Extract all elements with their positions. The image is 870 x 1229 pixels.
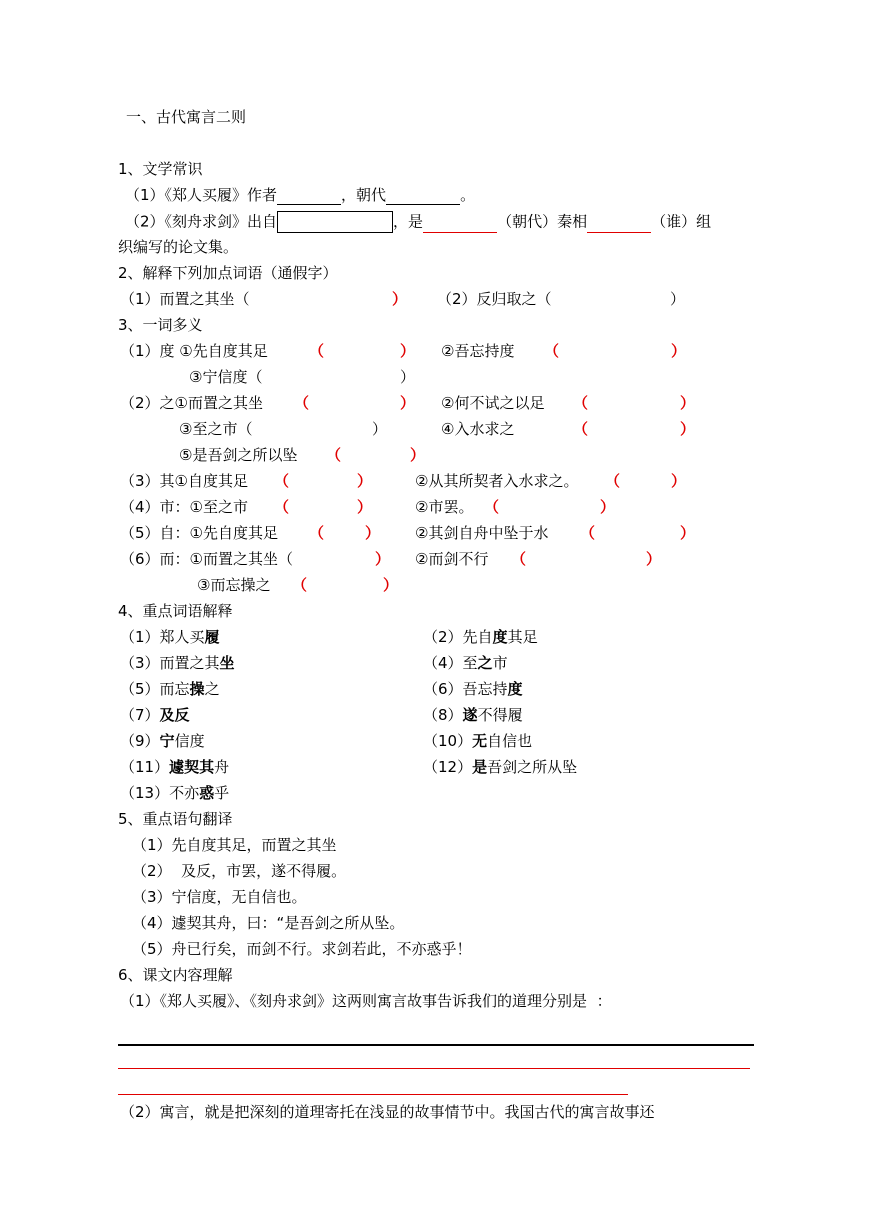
s3-r2-close: ） <box>400 368 416 386</box>
answer-line-red-2 <box>118 1094 628 1095</box>
s3-r10-a: ③而忘操之 <box>197 576 271 594</box>
s3-r9-a-close: ） <box>375 550 391 568</box>
s3-r4-b: ④入水求之 <box>441 420 515 438</box>
s6-q2: （2）寓言，就是把深刻的道理寄托在浅显的故事情节中。我国古代的寓言故事还 <box>120 1103 655 1121</box>
s3-r10-close: ） <box>383 576 399 594</box>
s3-r1-b: ②吾忘持度 <box>441 342 515 360</box>
author-blank[interactable] <box>277 188 341 205</box>
s3-r7-a: （4）市：①至之市 <box>120 498 248 516</box>
s4-item-5: （5）而忘操之 <box>120 680 220 698</box>
section-2-title: 2、解释下列加点词语（通假字） <box>118 264 338 282</box>
s3-r3-b: ②何不试之以足 <box>441 394 545 412</box>
s4-item-4: （4）至之市 <box>423 654 508 672</box>
s4-item-11: （11）遽契其舟 <box>120 758 230 776</box>
s2-q2: （2）反归取之（ <box>437 290 552 308</box>
s3-r3-a-open: （ <box>294 394 310 412</box>
s1-q1-b: ，朝代 <box>341 186 387 204</box>
s3-r8-a-close: ） <box>365 524 381 542</box>
s5-item-1: （1）先自度其足，而置之其坐 <box>132 836 337 854</box>
s3-r3-b-close: ） <box>680 394 696 412</box>
source-box[interactable] <box>277 211 393 233</box>
s4-item-8: （8）遂不得履 <box>423 706 523 724</box>
s5-item-5: （5）舟已行矣，而剑不行。求剑若此，不亦惑乎！ <box>132 940 472 958</box>
s3-r8-b-open: （ <box>580 524 596 542</box>
section-6-title: 6、课文内容理解 <box>118 966 233 984</box>
s1-q1-c: 。 <box>460 186 476 204</box>
s6-q1: （1）《郑人买履》、《刻舟求剑》这两则寓言故事告诉我们的道理分别是 ： <box>120 992 612 1010</box>
s5-item-2: （2） 及反，市罢，遂不得履。 <box>132 862 347 880</box>
s3-r6-b: ②从其所契者入水求之。 <box>415 472 579 490</box>
s3-r1-a: （1）度 ①先自度其足 <box>120 342 268 360</box>
s3-r3-a: （2）之①而置之其坐 <box>120 394 263 412</box>
s1-q2-a: （2）《刻舟求剑》出自 <box>125 212 278 231</box>
s4-item-3: （3）而置之其坐 <box>120 654 235 672</box>
s4-item-6: （6）吾忘持度 <box>423 680 523 698</box>
answer-line-black <box>118 1044 754 1046</box>
dynasty-blank-2[interactable] <box>423 216 497 233</box>
s4-item-7: （7）及反 <box>120 706 190 724</box>
s3-r9-b-close: ） <box>646 550 662 568</box>
s3-r10-open: （ <box>292 576 308 594</box>
section-4-title: 4、重点词语解释 <box>118 602 233 620</box>
s3-r7-b: ②市罢。 <box>415 498 474 516</box>
s2-q1: （1）而置之其坐（ <box>120 290 250 308</box>
s4-item-12: （12）是吾剑之所从坠 <box>423 758 578 776</box>
s3-r9-b: ②而剑不行 <box>415 550 489 568</box>
section-3-title: 3、一词多义 <box>118 316 203 334</box>
s3-r4-a: ③至之市（ <box>179 420 253 438</box>
s3-r8-a-open: （ <box>309 524 325 542</box>
s3-r8-b: ②其剑自舟中坠于水 <box>415 524 549 542</box>
s3-r5-a: ⑤是吾剑之所以坠 <box>179 446 298 464</box>
s3-r6-a-open: （ <box>274 472 290 490</box>
section-1-title: 1、文学常识 <box>118 160 203 178</box>
s3-r3-a-close: ） <box>400 394 416 412</box>
s2-q2-close: ） <box>670 290 686 308</box>
s1-question-1 <box>125 185 475 205</box>
s4-item-10: （10）无自信也 <box>423 732 533 750</box>
s1-question-2 <box>125 211 711 231</box>
s5-item-3: （3）宁信度，无自信也。 <box>132 888 307 906</box>
s3-r7-a-open: （ <box>274 498 290 516</box>
s3-r9-b-open: （ <box>511 550 527 568</box>
s3-r1-b-open: （ <box>544 342 560 360</box>
s2-q1-close: ） <box>392 290 408 308</box>
s3-r6-b-close: ） <box>671 472 687 490</box>
s3-r5-open: （ <box>326 446 342 464</box>
s3-r1-b-close: ） <box>671 342 687 360</box>
s1-q2-b: ，是 <box>393 212 424 231</box>
s1-q1-a: （1）《郑人买履》作者 <box>125 186 278 204</box>
s3-r4-b-open: （ <box>573 420 589 438</box>
s3-r6-a: （3）其①自度其足 <box>120 472 248 490</box>
s3-r1-a-open: （ <box>309 342 325 360</box>
s4-item-2: （2）先自度其足 <box>423 628 538 646</box>
s1-q2-d: （谁）组 <box>651 212 712 231</box>
s3-r9-a: （6）而：①而置之其坐（ <box>120 550 293 568</box>
s1-q2-continuation: 织编写的论文集。 <box>118 238 239 256</box>
s3-r6-b-open: （ <box>605 472 621 490</box>
s5-item-4: （4）遽契其舟，曰：“是吾剑之所从坠。 <box>132 914 405 932</box>
s3-r5-close: ） <box>410 446 426 464</box>
dynasty-blank[interactable] <box>386 188 460 205</box>
s3-r7-b-open: （ <box>484 498 500 516</box>
s4-item-1: （1）郑人买履 <box>120 628 220 646</box>
s3-r1-a-close: ） <box>400 342 416 360</box>
s3-r4-a-close: ） <box>372 420 388 438</box>
section-heading: 一、古代寓言二则 <box>126 108 247 126</box>
person-blank[interactable] <box>587 216 651 233</box>
s3-r7-b-close: ） <box>600 498 616 516</box>
s3-r6-a-close: ） <box>357 472 373 490</box>
s3-r4-b-close: ） <box>680 420 696 438</box>
answer-line-red-1 <box>118 1068 750 1069</box>
s3-r7-a-close: ） <box>357 498 373 516</box>
s3-r2-a: ③宁信度（ <box>189 368 263 386</box>
s4-item-13: （13）不亦惑乎 <box>120 784 230 802</box>
section-5-title: 5、重点语句翻译 <box>118 810 233 828</box>
s3-r8-a: （5）自：①先自度其足 <box>120 524 278 542</box>
s4-item-9: （9）宁信度 <box>120 732 205 750</box>
s3-r3-b-open: （ <box>573 394 589 412</box>
s1-q2-c: （朝代）秦相 <box>497 212 588 231</box>
s3-r8-b-close: ） <box>680 524 696 542</box>
